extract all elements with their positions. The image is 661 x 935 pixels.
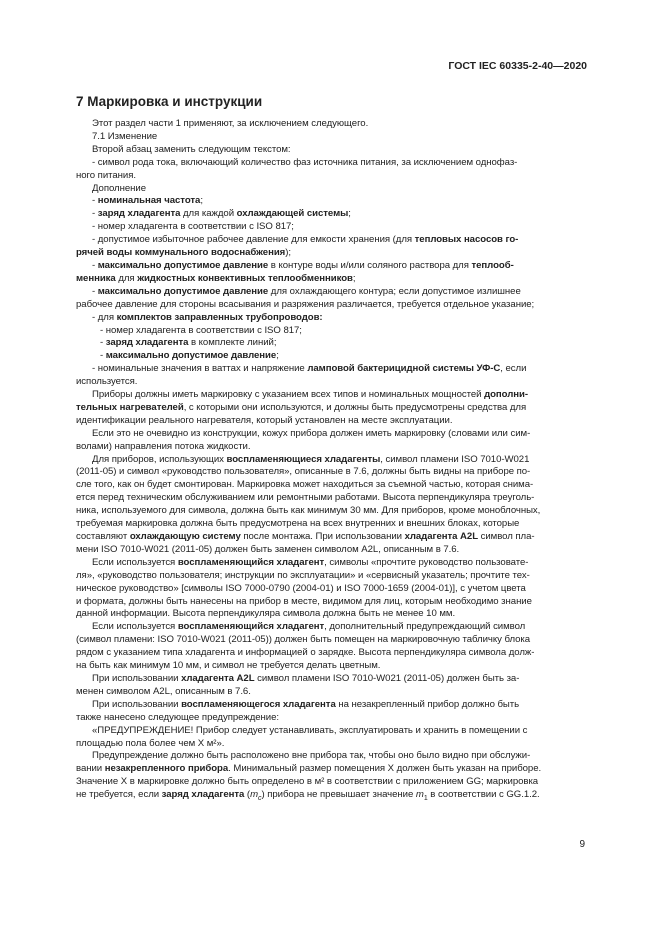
text-line: волами) направления потока жидкости. — [76, 440, 251, 452]
text-line: данной информации. Высота перпендикуляра символа должна быть не менее 10 мм. — [76, 608, 456, 620]
text-line: сле того, как он будет смонтирован. Маркировка может находиться за съемной частью, которая снима- — [76, 479, 534, 491]
text-line: менника для жидкостных конвективных теплообменников; — [76, 272, 356, 284]
text-line: и формата, должны быть нанесены на прибор в месте, видимом для лиц, которым необходимо знание — [76, 595, 532, 607]
text-line: ется перед техническим обслуживанием или ремонтными работами. Высота перпендикуляра треуголь- — [76, 492, 535, 504]
text-line: Если это не очевидно из конструкции, кожух прибора должен иметь маркировку (словами или сим- — [92, 427, 531, 439]
document-header: ГОСТ IEC 60335-2-40—2020 — [448, 60, 587, 72]
section-title: 7 Маркировка и инструкции — [76, 94, 263, 109]
text-line: ного питания. — [76, 169, 136, 181]
text-line: рячей воды коммунального водоснабжения); — [76, 247, 291, 259]
text-line: Второй абзац заменить следующим текстом: — [92, 143, 291, 155]
text-line: требуемая маркировка должна быть предусмотрена на всех внутренних и внешних блоках, которые — [76, 518, 520, 530]
text-line: Приборы должны иметь маркировку с указанием всех типов и номинальных мощностей дополни- — [92, 389, 529, 401]
text-line: (2011-05) и символ «руководство пользователя», описанные в 7.6, должны быть видны на приборе по- — [76, 466, 531, 478]
section-body — [76, 118, 586, 806]
list-item: - номинальные значения в ваттах и напряжение ламповой бактерицидной системы УФ-С, если — [92, 363, 527, 375]
sublist-item: - заряд хладагента в комплекте линий; — [100, 337, 277, 349]
list-item: - максимально допустимое давление для охлаждающего контура; если допустимое излишнее — [92, 285, 521, 297]
text-line: ническое руководство» [символы ISO 7000-0790 (2004-01) и ISO 7000-1659 (2004-01)], с учетом цвета — [76, 582, 526, 594]
text-line: При использовании хладагента A2L символ пламени ISO 7010-W021 (2011-05) должен быть за- — [92, 672, 520, 684]
text-line: рабочее давление для стороны всасывания и разряжения различается, требуется отдельное указание; — [76, 298, 535, 310]
text-line: Если используется воспламеняющийся хладагент, символы «прочтите руководство пользовате- — [92, 556, 529, 568]
list-item: - номер хладагента в соответствии с ISO 817; — [92, 221, 294, 233]
text-line: Если используется воспламеняющийся хладагент, дополнительный предупреждающий символ — [92, 621, 526, 633]
list-item: - для комплектов заправленных трубопроводов: — [92, 311, 323, 323]
text-line: тельных нагревателей, с которыми они используются, и должны быть предусмотрены средства для — [76, 401, 527, 413]
text-line: мени ISO 7010-W021 (2011-05) должен быть заменен символом A2L, описанным в 7.6. — [76, 543, 460, 555]
text-line: «ПРЕДУПРЕЖДЕНИЕ! Прибор следует устанавливать, эксплуатировать и хранить в помещении с — [92, 724, 528, 736]
list-item: - заряд хладагента для каждой охлаждающей системы; — [92, 208, 351, 220]
text-line: идентификации реального нагревателя, который установлен на месте эксплуатации. — [76, 414, 453, 426]
text-line: Предупреждение должно быть расположено вне прибора так, чтобы оно было видно при обслужи- — [92, 750, 531, 762]
text-line: ника, используемого для символа, должна быть как минимум 30 мм. Для приборов, кроме моноблочных, — [76, 505, 541, 517]
text-line: (символ пламени: ISO 7010-W021 (2011-05)) должен быть помещен на маркировочную табличку блока — [76, 634, 531, 646]
sublist-item: - номер хладагента в соответствии с ISO 817; — [100, 324, 302, 336]
text-line: менен символом A2L, описанным в 7.6. — [76, 685, 251, 697]
text-line: рядом с указанием типа хладагента и информацией о зарядке. Высота перпендикуляра символа долж- — [76, 647, 535, 659]
list-item: - допустимое избыточное рабочее давление для емкости хранения (для тепловых насосов го- — [92, 234, 519, 246]
text-line: составляют охлаждающую систему после монтажа. При использовании хладагента A2L символ пла- — [76, 531, 535, 542]
text-line: площадью пола более чем X м²». — [76, 737, 225, 749]
text-line: не требуется, если заряд хладагента $(m_c)$ прибора не превышает значение $m_1$ в соответствии с GG.1.2. — [76, 789, 540, 803]
text-line: При использовании воспламеняющегося хладагента на незакрепленный прибор должно быть — [92, 698, 520, 710]
text-line: Дополнение — [92, 182, 146, 194]
sublist-item: - максимально допустимое давление; — [100, 350, 279, 362]
list-item: - номинальная частота; — [92, 195, 203, 207]
text-line: также нанесено следующее предупреждение: — [76, 711, 279, 723]
page-number: 9 — [579, 839, 585, 850]
text-line: используется. — [76, 376, 138, 388]
text-line: Этот раздел части 1 применяют, за исключением следующего. — [92, 118, 369, 129]
list-item: - символ рода тока, включающий количество фаз источника питания, за исключением однофаз- — [92, 156, 518, 168]
list-item: - максимально допустимое давление в контуре воды и/или соляного раствора для теплооб- — [92, 259, 514, 271]
text-line: Для приборов, использующих воспламеняющиеся хладагенты, символ пламени ISO 7010-W021 — [92, 453, 530, 465]
subsection-heading: 7.1 Изменение — [92, 130, 158, 142]
text-line: Значение X в маркировке должно быть определено в м² в соответствии с приложением GG; маркировка — [76, 776, 539, 788]
text-line: ля», «руководство пользователя; инструкции по эксплуатации» и «сервисный указатель; прочтите тех- — [76, 569, 530, 581]
text-line: вании незакрепленного прибора. Минимальный размер помещения X должен быть указан на приборе. — [76, 763, 542, 775]
text-line: на быть как минимум 10 мм, и символ не требуется делать цветным. — [76, 660, 381, 672]
